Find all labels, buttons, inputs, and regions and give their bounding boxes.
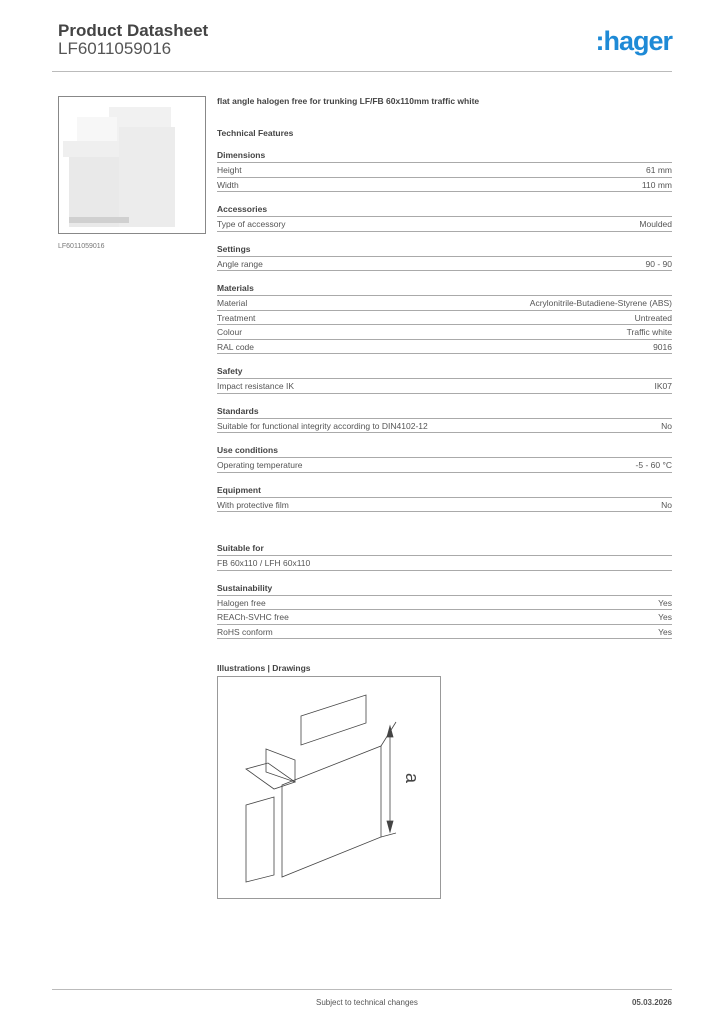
spec-value: Untreated	[634, 312, 672, 323]
spec-label: Suitable for functional integrity according to DIN4102-12	[217, 420, 428, 431]
illustrations-heading: Illustrations | Drawings	[217, 663, 311, 673]
spec-label: Treatment	[217, 312, 256, 323]
spec-row	[217, 163, 672, 178]
spec-label: REACh-SVHC free	[217, 612, 289, 622]
spec-row	[217, 257, 672, 272]
spec-label: Material	[217, 298, 248, 308]
spec-row	[217, 379, 672, 394]
footer-divider	[52, 989, 672, 990]
spec-row	[217, 596, 672, 611]
spec-value: Yes	[658, 626, 672, 637]
section-heading: Settings	[217, 242, 672, 257]
spec-value: No	[661, 420, 672, 431]
section-heading: Sustainability	[217, 581, 672, 596]
section-heading: Accessories	[217, 202, 672, 217]
spec-value: 110 mm	[641, 179, 672, 190]
spec-label: Angle range	[217, 258, 263, 269]
spec-label: RoHS conform	[217, 626, 273, 637]
spec-value: Traffic white	[626, 327, 672, 337]
spec-row	[217, 217, 672, 232]
spec-row	[217, 296, 672, 311]
spec-section	[217, 404, 672, 434]
dimension-drawing	[217, 676, 441, 899]
spec-section	[217, 202, 672, 232]
spec-label: FB 60x110 / LFH 60x110	[217, 558, 311, 568]
product-description: flat angle halogen free for trunking LF/FB 60x110mm traffic white	[217, 96, 480, 106]
spec-section	[217, 364, 672, 394]
spec-value: 90 - 90	[645, 258, 672, 269]
spec-row	[217, 458, 672, 473]
spec-section	[217, 541, 672, 571]
spec-row	[217, 340, 672, 355]
footer-date: 05.03.2026	[631, 998, 672, 1007]
spec-label: Width	[217, 179, 239, 190]
spec-label: Type of accessory	[217, 219, 286, 229]
header-divider	[52, 71, 672, 72]
technical-features-heading: Technical Features	[217, 128, 294, 138]
spec-value: Acrylonitrile-Butadiene-Styrene (ABS)	[529, 298, 672, 308]
spec-label: Halogen free	[217, 597, 266, 608]
spec-section	[217, 281, 672, 354]
spec-section	[217, 443, 672, 473]
dimension-label: a	[402, 773, 422, 784]
spec-value: No	[661, 499, 672, 510]
section-heading: Standards	[217, 404, 672, 419]
spec-label: Colour	[217, 327, 243, 337]
spec-value: IK07	[654, 381, 672, 391]
spec-section	[217, 581, 672, 640]
section-heading: Materials	[217, 281, 672, 296]
spec-value: Yes	[658, 612, 672, 622]
footer-note: Subject to technical changes	[316, 998, 418, 1007]
product-photo	[58, 96, 206, 234]
spec-value: Yes	[658, 597, 672, 608]
section-heading: Use conditions	[217, 443, 672, 458]
section-heading: Equipment	[217, 483, 672, 498]
spec-row	[217, 325, 672, 340]
spec-row	[217, 556, 672, 571]
spec-label: With protective film	[217, 499, 289, 510]
spec-row	[217, 610, 672, 625]
spec-label: Height	[217, 165, 242, 175]
spec-section	[217, 148, 672, 192]
spec-label: RAL code	[217, 341, 255, 352]
photo-caption: LF6011059016	[58, 243, 105, 250]
section-heading: Dimensions	[217, 148, 672, 163]
spec-label: Impact resistance IK	[217, 381, 295, 391]
spec-row	[217, 311, 672, 326]
spec-section	[217, 483, 672, 513]
spec-row	[217, 498, 672, 513]
hager-logo: :hager	[595, 26, 672, 56]
spec-row	[217, 625, 672, 640]
spec-value: 9016	[653, 341, 672, 352]
spec-column	[217, 96, 672, 673]
spec-label: Operating temperature	[217, 460, 303, 470]
spec-value: 61 mm	[646, 165, 672, 175]
spec-value: -5 - 60 °C	[635, 460, 672, 470]
section-heading: Safety	[217, 364, 672, 379]
spec-section	[217, 242, 672, 272]
product-code: LF6011059016	[58, 39, 172, 58]
page-title: Product Datasheet	[58, 21, 209, 40]
spec-row	[217, 419, 672, 434]
spec-row	[217, 178, 672, 193]
spec-value: Moulded	[639, 219, 672, 229]
section-heading: Suitable for	[217, 541, 672, 556]
